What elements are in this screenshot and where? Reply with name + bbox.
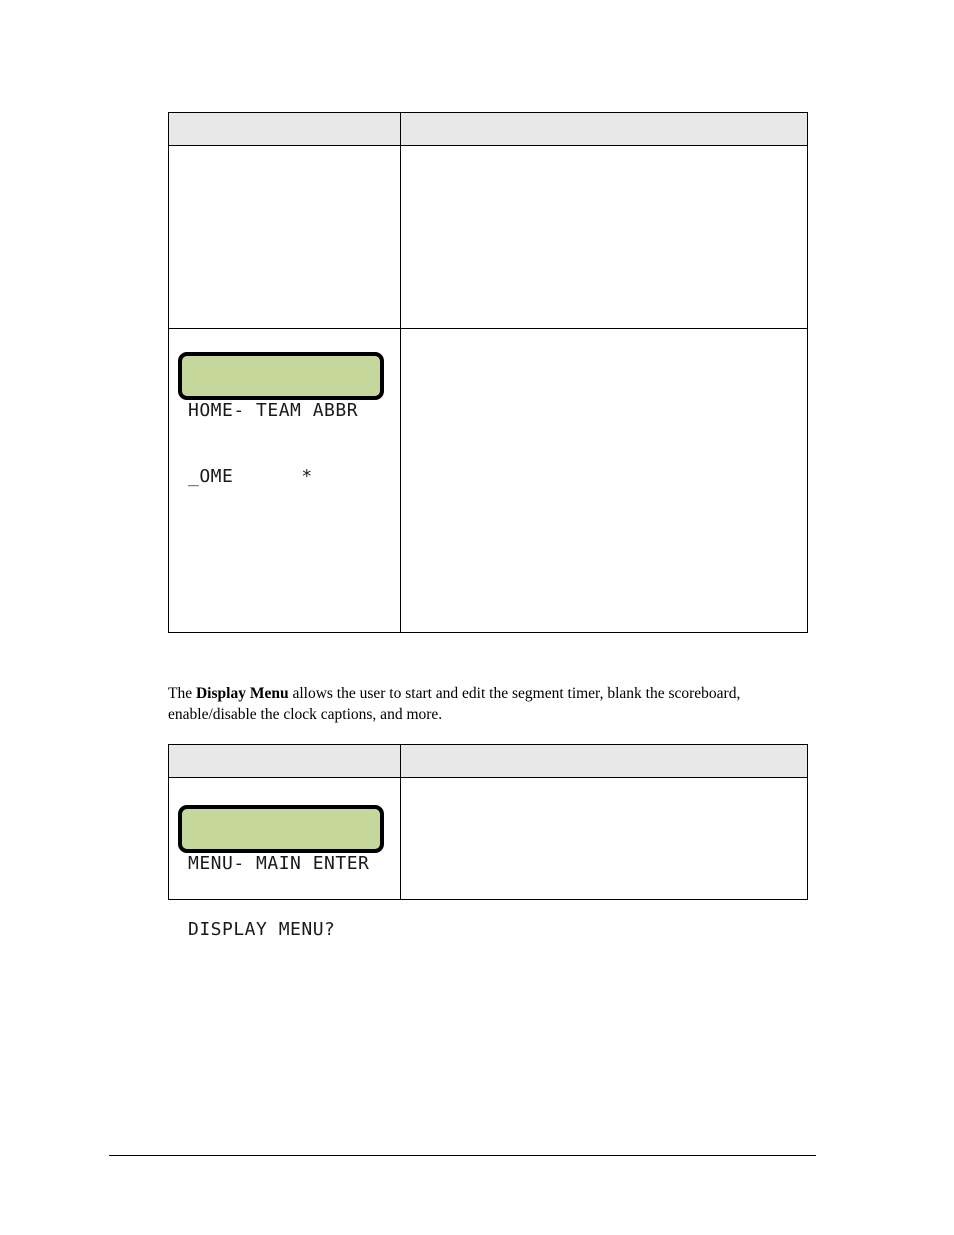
- lcd-line-2: _OME *: [188, 466, 313, 487]
- table-row: [169, 329, 808, 633]
- footer-rule: [109, 1155, 816, 1156]
- settings-table-1: [168, 112, 808, 633]
- display-cell: [169, 146, 401, 329]
- lcd-display-main-menu: [178, 805, 384, 940]
- description-cell: [401, 329, 808, 633]
- display-cell: [169, 778, 401, 940]
- display-menu-paragraph: [168, 683, 808, 725]
- lcd-line-2: DISPLAY MENU?: [188, 919, 336, 940]
- lcd-display-home-team-abbr: [178, 352, 384, 487]
- header-cell-description: [401, 113, 808, 146]
- settings-table-2: [168, 744, 808, 940]
- lcd-line-1: MENU- MAIN ENTER: [188, 853, 370, 874]
- header-cell-display: [169, 113, 401, 146]
- header-cell-display: [169, 745, 401, 778]
- description-cell: [401, 778, 808, 900]
- paragraph-body: allows the user to start and edit the segment timer, blank the scoreboard, enable/disable the clock captions, and more.: [168, 685, 741, 723]
- table-row: [169, 146, 808, 329]
- table-row: [169, 778, 808, 900]
- header-cell-description: [401, 745, 808, 778]
- table-header-row: [169, 745, 808, 778]
- display-cell: [169, 329, 401, 633]
- table-header-row: [169, 113, 808, 146]
- description-cell: [401, 146, 808, 329]
- lcd-line-1: HOME- TEAM ABBR: [188, 400, 359, 421]
- paragraph-bold-term: Display Menu: [195, 685, 289, 702]
- paragraph-prefix: The: [168, 685, 196, 702]
